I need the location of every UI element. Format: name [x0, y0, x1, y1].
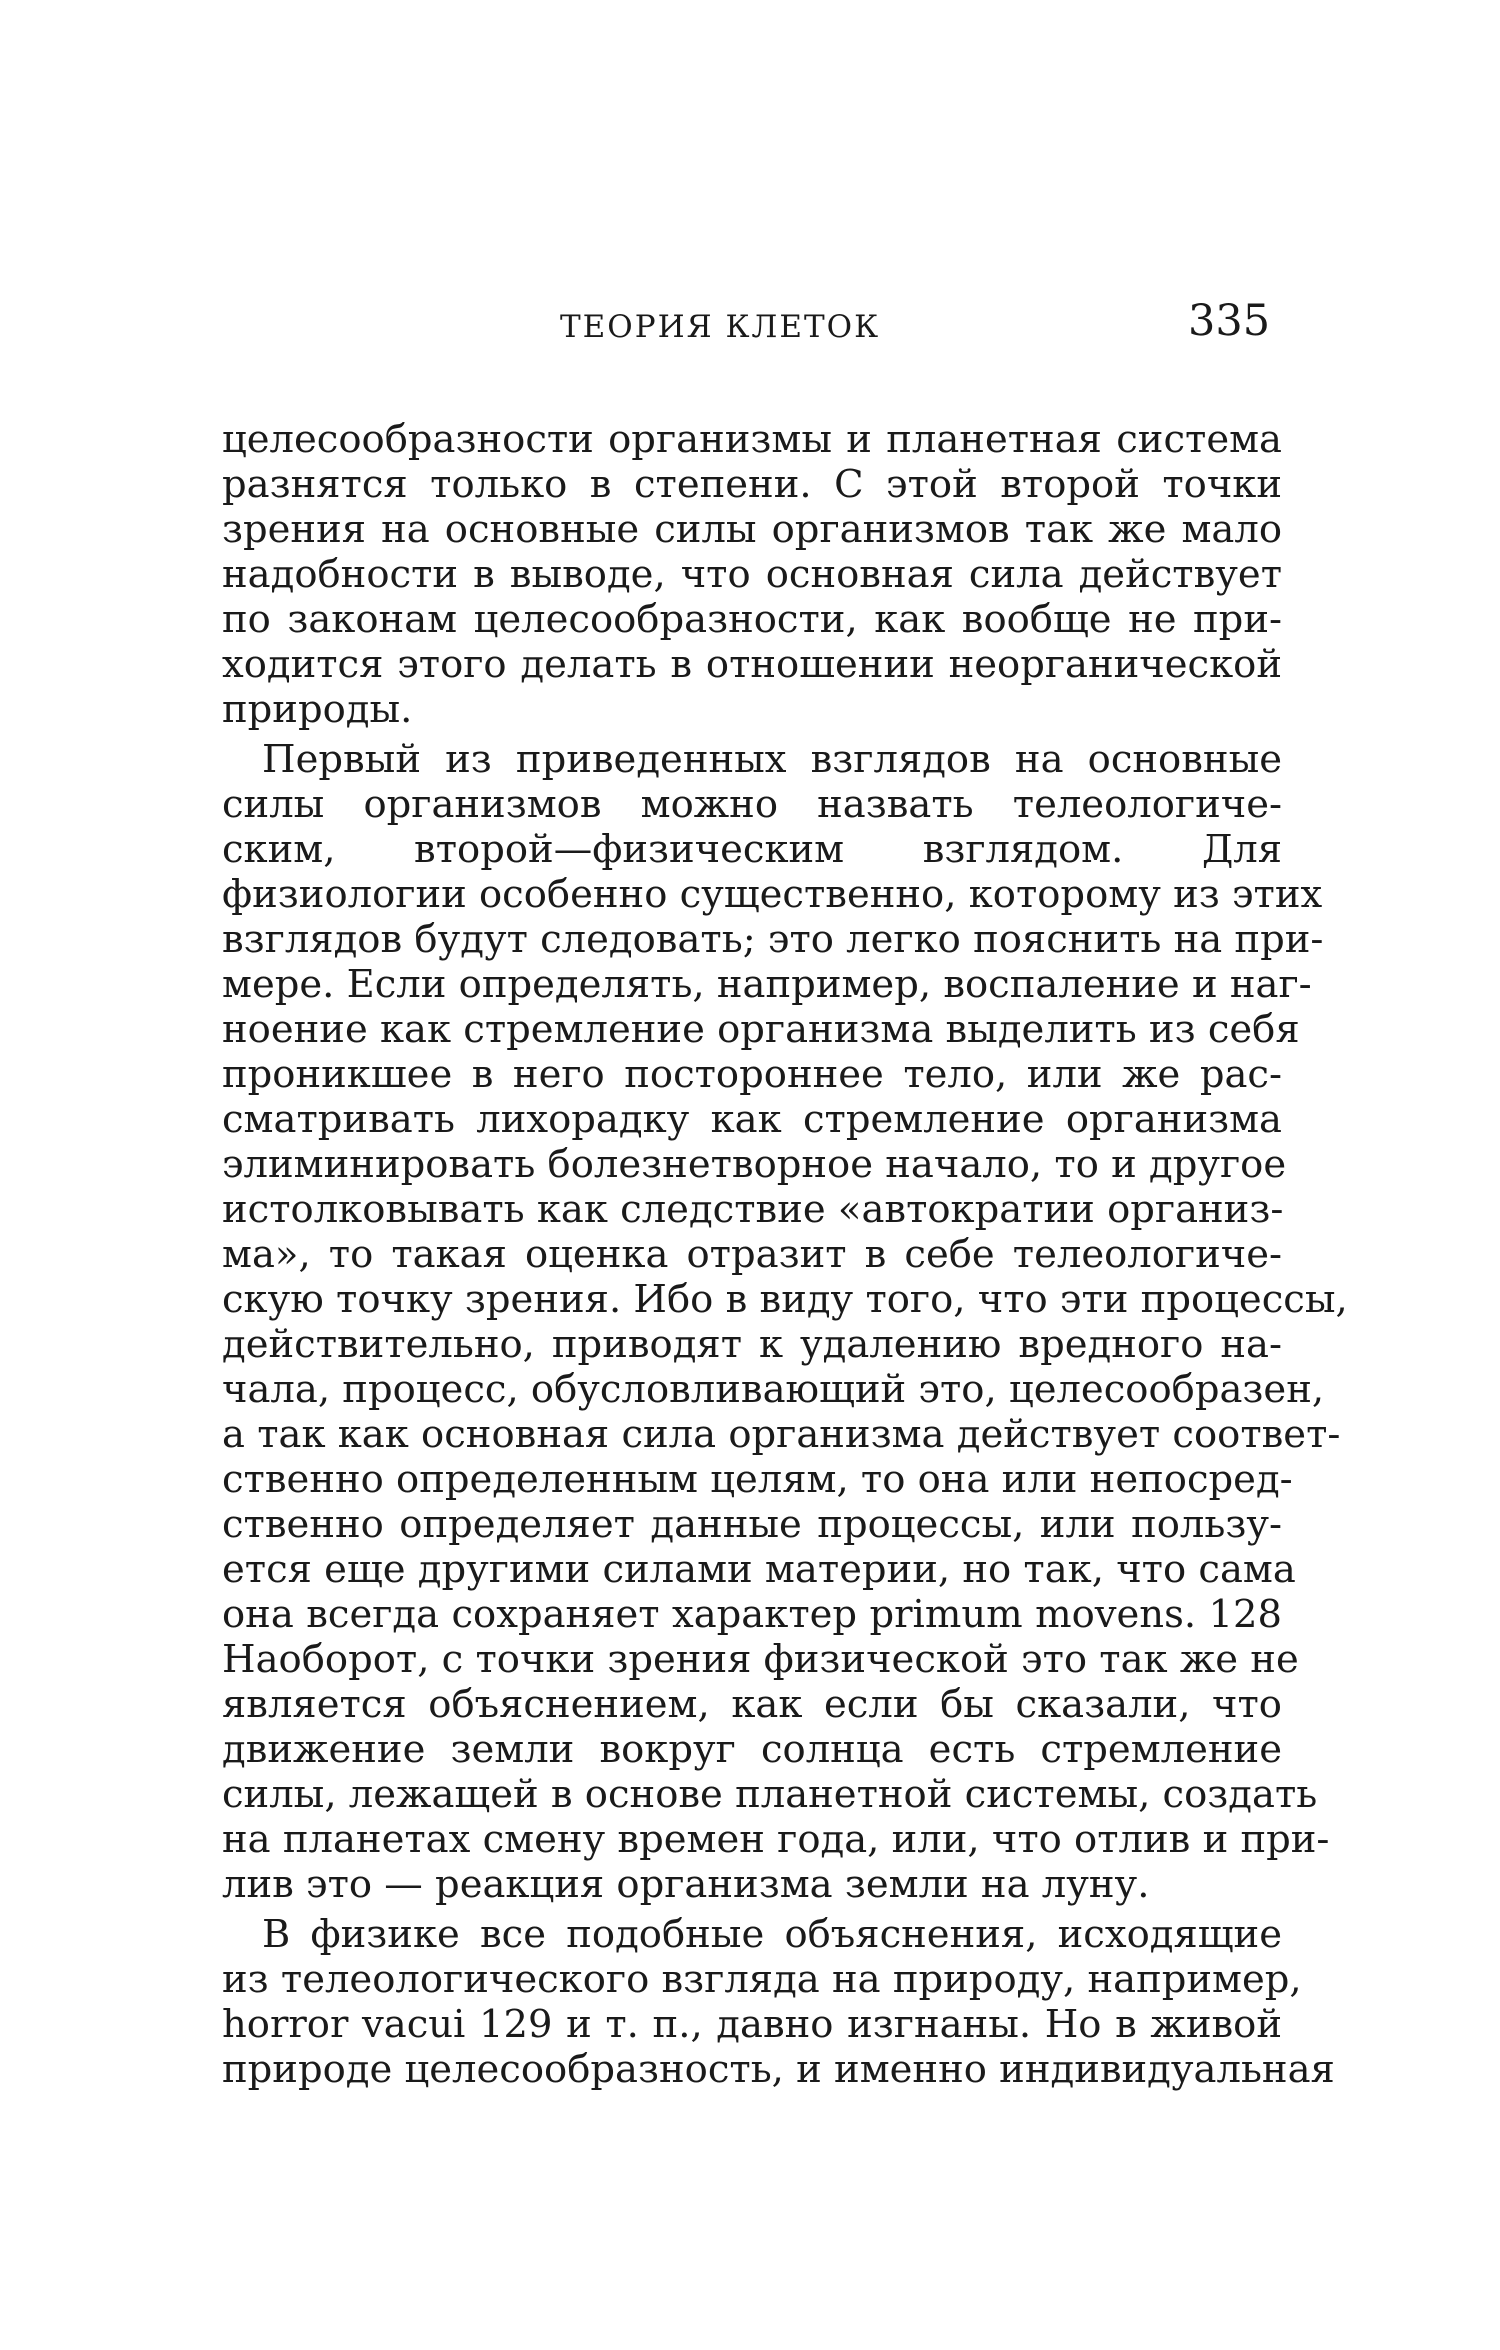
text-line: Первый из приведенных взглядов на основные: [262, 737, 1282, 782]
text-line: истолковывать как следствие «автократии организ-: [222, 1187, 1284, 1232]
text-line: проникшее в него постороннее тело, или же рас-: [222, 1052, 1282, 1097]
text-line: ственно определяет данные процессы, или пользу-: [222, 1502, 1282, 1547]
paragraph-3: [222, 1912, 1335, 2092]
text-line: разнятся только в степени. С этой второй точки: [222, 462, 1282, 507]
text-line: ма», то такая оценка отразит в себе телеологиче-: [222, 1232, 1282, 1277]
text-line: ским, второй—физическим взглядом. Для: [222, 827, 1282, 872]
running-head: ТЕОРИЯ КЛЕТОК: [560, 309, 881, 345]
text-line: действительно, приводят к удалению вредного на-: [222, 1322, 1282, 1367]
text-line: мере. Если определять, например, воспаление и наг-: [222, 962, 1312, 1007]
text-line: лив это — реакция организма земли на луну.: [222, 1862, 1150, 1907]
paragraph-2: [222, 737, 1348, 1907]
text-line: зрения на основные силы организмов так же мало: [222, 507, 1282, 552]
text-line: силы организмов можно назвать телеологиче-: [222, 782, 1282, 827]
text-line: целесообразности организмы и планетная система: [222, 417, 1282, 462]
page-number: 335: [1188, 296, 1271, 346]
text-line: на планетах смену времен года, или, что отлив и при-: [222, 1817, 1330, 1862]
text-line: она всегда сохраняет характер primum movens. 128: [222, 1592, 1282, 1637]
text-line: силы, лежащей в основе планетной системы, создать: [222, 1772, 1318, 1817]
text-line: ноение как стремление организма выделить из себя: [222, 1007, 1300, 1052]
text-line: сматривать лихорадку как стремление организма: [222, 1097, 1282, 1142]
text-line: природе целесообразность, и именно индивидуальная: [222, 2047, 1335, 2092]
text-line: из телеологического взгляда на природу, например,: [222, 1957, 1302, 2002]
body-text: [222, 417, 1348, 2092]
text-line: физиологии особенно существенно, которому из этих: [222, 872, 1323, 917]
paragraph-1: [222, 417, 1282, 732]
text-line: horror vacui 129 и т. п., давно изгнаны. Но в живой: [222, 2002, 1282, 2047]
text-line: надобности в выводе, что основная сила действует: [222, 552, 1282, 597]
text-line: чала, процесс, обусловливающий это, целесообразен,: [222, 1367, 1325, 1412]
text-line: является объяснением, как если бы сказали, что: [222, 1682, 1282, 1727]
text-line: В физике все подобные объяснения, исходящие: [262, 1912, 1282, 1957]
text-line: ходится этого делать в отношении неорганической: [222, 642, 1282, 687]
text-line: ется еще другими силами материи, но так, что сама: [222, 1547, 1296, 1592]
text-line: природы.: [222, 687, 413, 732]
text-line: по законам целесообразности, как вообще не при-: [222, 597, 1282, 642]
text-line: элиминировать болезнетворное начало, то и другое: [222, 1142, 1287, 1187]
text-line: взглядов будут следовать; это легко пояснить на при-: [222, 917, 1324, 962]
text-line: а так как основная сила организма действует соответ-: [222, 1412, 1341, 1457]
text-line: ственно определенным целям, то она или непосред-: [222, 1457, 1293, 1502]
text-line: Наоборот, с точки зрения физической это так же не: [222, 1637, 1299, 1682]
text-line: скую точку зрения. Ибо в виду того, что эти процессы,: [222, 1277, 1348, 1322]
text-line: движение земли вокруг солнца есть стремление: [222, 1727, 1282, 1772]
